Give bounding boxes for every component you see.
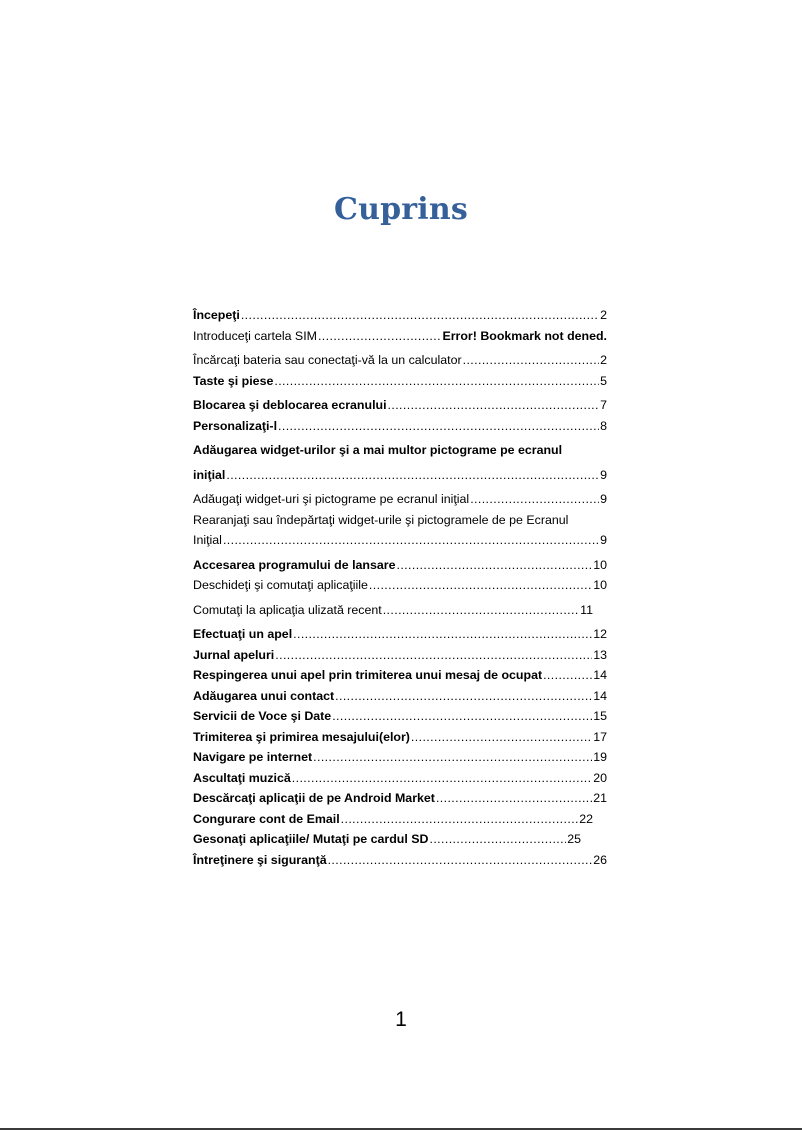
toc-entry[interactable] [193,326,607,347]
dot-leader [388,395,600,416]
toc-entry-label: Gesonaţi aplicaţiile/ Mutaţi pe cardul SD [193,832,429,846]
dot-leader [292,768,592,789]
toc-entry-label: Navigare pe internet [193,750,313,764]
dot-leader [226,465,599,486]
toc-entry[interactable] [193,727,607,748]
toc-entry[interactable] [193,465,607,486]
toc-entry-label: Adăugaţi widget-uri şi pictograme pe ecranul iniţial [193,492,470,506]
toc-entry[interactable] [193,788,607,809]
dot-leader [313,747,592,768]
dot-leader [223,530,599,551]
toc-entry[interactable] [193,305,607,326]
toc-entry-page: 20 [593,770,607,785]
toc-entry-page: 17 [593,729,607,744]
toc-entry-label: Începeţi [193,308,240,322]
toc-entry-page: 7 [600,398,607,412]
dot-leader [341,809,579,830]
dot-leader [470,489,599,510]
toc-entry-label: Adăugarea unui contact [193,688,335,703]
toc-entry-label-line1: Adăugarea widget-urilor şi a mai multor pictograme pe ecranul [193,443,563,457]
dot-leader [293,624,592,645]
toc-entry-label: Descărcaţi aplicaţii de pe Android Market [193,791,435,805]
dot-leader [383,600,579,621]
dot-leader [241,305,599,326]
page-number: 1 [395,1008,407,1031]
toc-entry-page: 26 [593,852,607,867]
toc-entry-page: 15 [593,709,607,723]
toc-entry-label: Accesarea programului de lansare [193,557,396,572]
dot-leader [436,788,592,809]
table-of-contents [193,305,607,870]
toc-entry-label: Blocarea şi deblocarea ecranului [193,398,387,412]
toc-entry-label: Taste şi piese [193,373,274,388]
toc-entry-page: 13 [593,647,607,662]
dot-leader [278,416,599,437]
toc-entry-page: 9 [600,492,607,506]
toc-entry-page: 22 [579,811,593,826]
toc-entry[interactable] [193,706,607,727]
toc-entry-label: Trimiterea şi primirea mesajului(elor) [193,729,410,744]
toc-entry[interactable] [193,600,593,621]
dot-leader [429,829,566,850]
toc-entry-label: Respingerea unui apel prin trimiterea unui mesaj de ocupat [193,668,543,682]
toc-entry[interactable] [193,768,607,789]
toc-entry-label: Deschideţi şi comutaţi aplicaţiile [193,578,368,592]
toc-entry-page: 9 [600,533,607,547]
toc-entry[interactable] [193,489,607,510]
toc-entry-page: 12 [593,627,607,641]
toc-entry[interactable] [193,350,607,371]
dot-leader [328,850,593,871]
toc-entry[interactable] [193,809,593,830]
toc-entry-page: 14 [593,668,607,682]
toc-entry-label: Servicii de Voce şi Date [193,709,332,723]
dot-leader [543,665,592,686]
toc-entry[interactable] [193,530,607,551]
toc-entry[interactable] [193,665,607,686]
dot-leader [275,645,592,666]
toc-entry-label: Introduceţi cartela SIM [193,328,317,343]
toc-entry-page: 11 [580,602,593,617]
toc-entry[interactable] [193,395,607,416]
toc-entry-page: 2 [600,308,607,322]
page-title: Cuprins [334,192,468,227]
toc-entry-page: 9 [600,467,607,482]
toc-entry[interactable] [193,829,581,850]
toc-entry[interactable] [193,747,607,768]
toc-entry[interactable] [193,850,607,871]
toc-entry-label: Efectuaţi un apel [193,627,293,641]
toc-entry-page: 19 [593,750,607,764]
toc-entry-page: Error! Bookmark not dened. [442,328,607,343]
toc-entry-label: Jurnal apeluri [193,647,275,662]
toc-entry-page: 10 [593,578,607,592]
toc-entry-page: 21 [593,791,607,805]
toc-entry-label: Întreţinere şi siguranţă [193,852,327,867]
toc-entry-label: Comutaţi la aplicaţia ulizată recent [193,602,382,617]
toc-entry-label: Congurare cont de Email [193,811,340,826]
toc-entry[interactable] [193,371,607,392]
toc-entry[interactable] [193,575,607,596]
toc-entry-page: 14 [593,688,607,703]
dot-leader [274,371,599,392]
toc-entry[interactable] [193,416,607,437]
toc-entry[interactable] [193,555,607,576]
toc-entry[interactable] [193,624,607,645]
toc-entry[interactable] [193,686,607,707]
toc-entry-page: 25 [567,832,581,846]
toc-entry-label: Personalizaţi-l [193,418,278,433]
toc-entry-label: iniţial [193,467,226,482]
toc-entry-label: Iniţial [193,533,222,547]
toc-entry[interactable] [193,645,607,666]
dot-leader [411,727,592,748]
toc-entry-page: 8 [600,418,607,433]
dot-leader [396,555,592,576]
dot-leader [318,326,441,347]
toc-entry-label: Ascultaţi muzică [193,770,291,785]
toc-entry-label-line1: Rearanjaţi sau îndepărtaţi widget-urile şi pictogramele de pe Ecranul [193,512,569,527]
dot-leader [332,706,592,727]
dot-leader [369,575,592,596]
toc-entry-page: 10 [593,557,607,572]
dot-leader [463,350,599,371]
toc-entry-page: 2 [600,353,607,367]
dot-leader [335,686,592,707]
toc-entry-label: Încărcaţi bateria sau conectaţi-vă la un calculator [193,353,462,367]
toc-entry-page: 5 [600,373,607,388]
